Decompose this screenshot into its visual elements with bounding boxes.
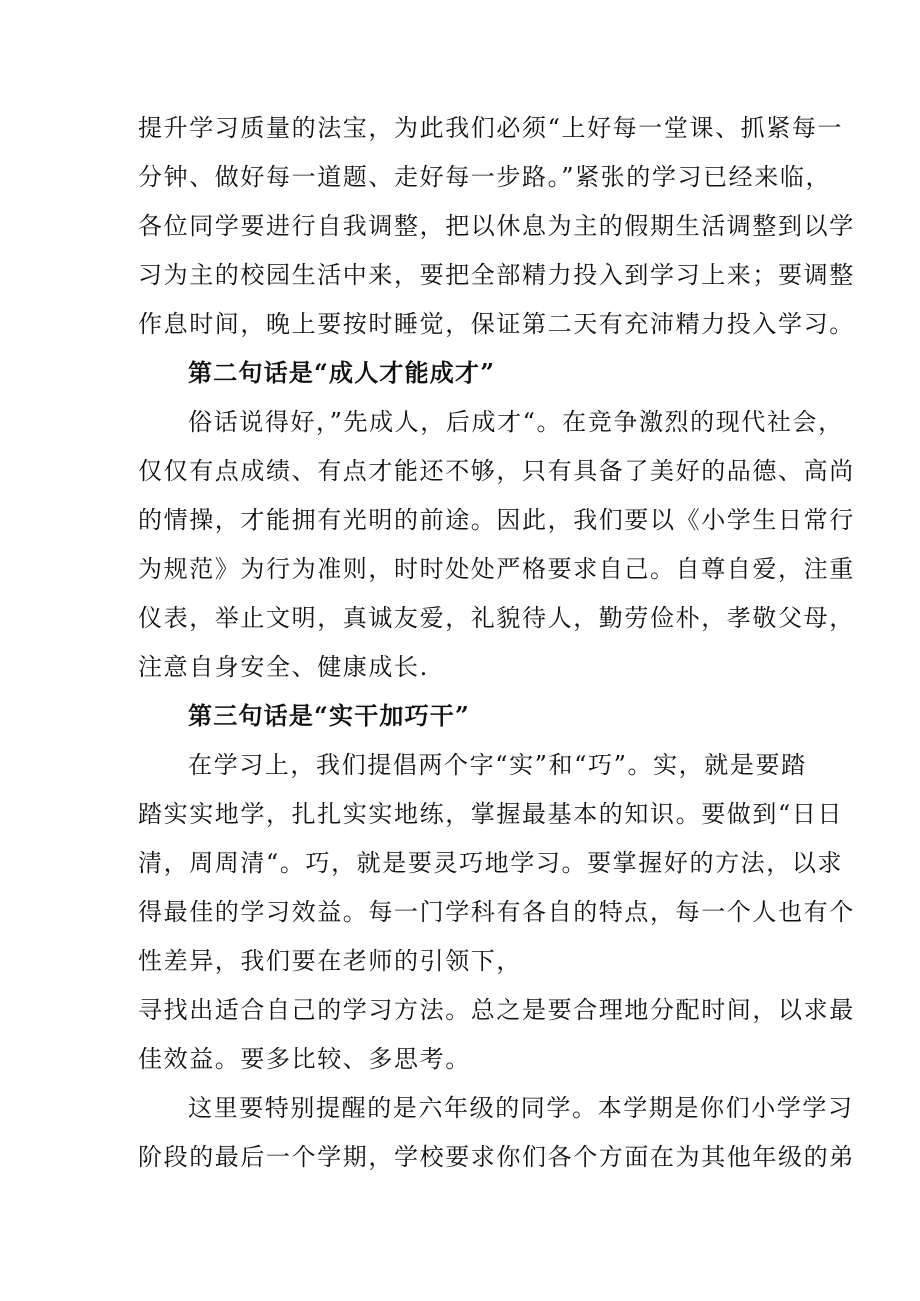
paragraph-line: 为规范》为行为准则，时时处处严格要求自己。自尊自爱，注重 [138, 555, 855, 583]
paragraph-line: 的情操，才能拥有光明的前途。因此，我们要以《小学生日常行 [138, 506, 855, 534]
paragraph-line: 注意自身安全、健康成长. [138, 653, 429, 681]
paragraph-line: 提升学习质量的法宝，为此我们必须“上好每一堂课、抓紧每一 [138, 114, 844, 142]
paragraph-line: 仪表，举止文明，真诚友爱，礼貌待人，勤劳俭朴，孝敬父母， [138, 604, 855, 632]
paragraph-line: 作息时间，晚上要按时睡觉，保证第二天有充沛精力投入学习。 [138, 310, 855, 338]
paragraph-line: 得最佳的学习效益。每一门学科有各自的特点，每一个人也有个 [138, 898, 855, 926]
paragraph-line: 仅仅有点成绩、有点才能还不够，只有具备了美好的品德、高尚 [138, 457, 855, 485]
paragraph-line: 寻找出适合自己的学习方法。总之是要合理地分配时间，以求最 [138, 996, 855, 1024]
paragraph-line: 分钟、做好每一道题、走好每一步路。”紧张的学习已经来临， [138, 163, 832, 191]
paragraph-line: 佳效益。要多比较、多思考。 [138, 1045, 471, 1073]
paragraph-line: 在学习上，我们提倡两个字“实”和“巧”。实，就是要踏 [188, 751, 807, 779]
paragraph-line: 阶段的最后一个学期，学校要求你们各个方面在为其他年级的弟 [138, 1143, 855, 1171]
paragraph-line: 这里要特别提醒的是六年级的同学。本学期是你们小学学习 [188, 1094, 854, 1122]
section-heading: 第二句话是“成人才能成才” [188, 358, 496, 387]
paragraph-line: 踏实实地学，扎扎实实地练，掌握最基本的知识。要做到“日日 [138, 800, 844, 828]
paragraph-line: 俗话说得好，”先成人，后成才“。在竞争激烈的现代社会， [188, 408, 844, 436]
paragraph-line: 各位同学要进行自我调整，把以休息为主的假期生活调整到以学 [138, 212, 855, 240]
paragraph-line: 性差异，我们要在老师的引领下， [138, 947, 522, 975]
section-heading: 第三句话是“实干加巧干” [188, 701, 471, 730]
paragraph-line: 清，周周清“。巧，就是要灵巧地学习。要掌握好的方法，以求 [138, 849, 844, 877]
paragraph-line: 习为主的校园生活中来，要把全部精力投入到学习上来；要调整 [138, 261, 855, 289]
